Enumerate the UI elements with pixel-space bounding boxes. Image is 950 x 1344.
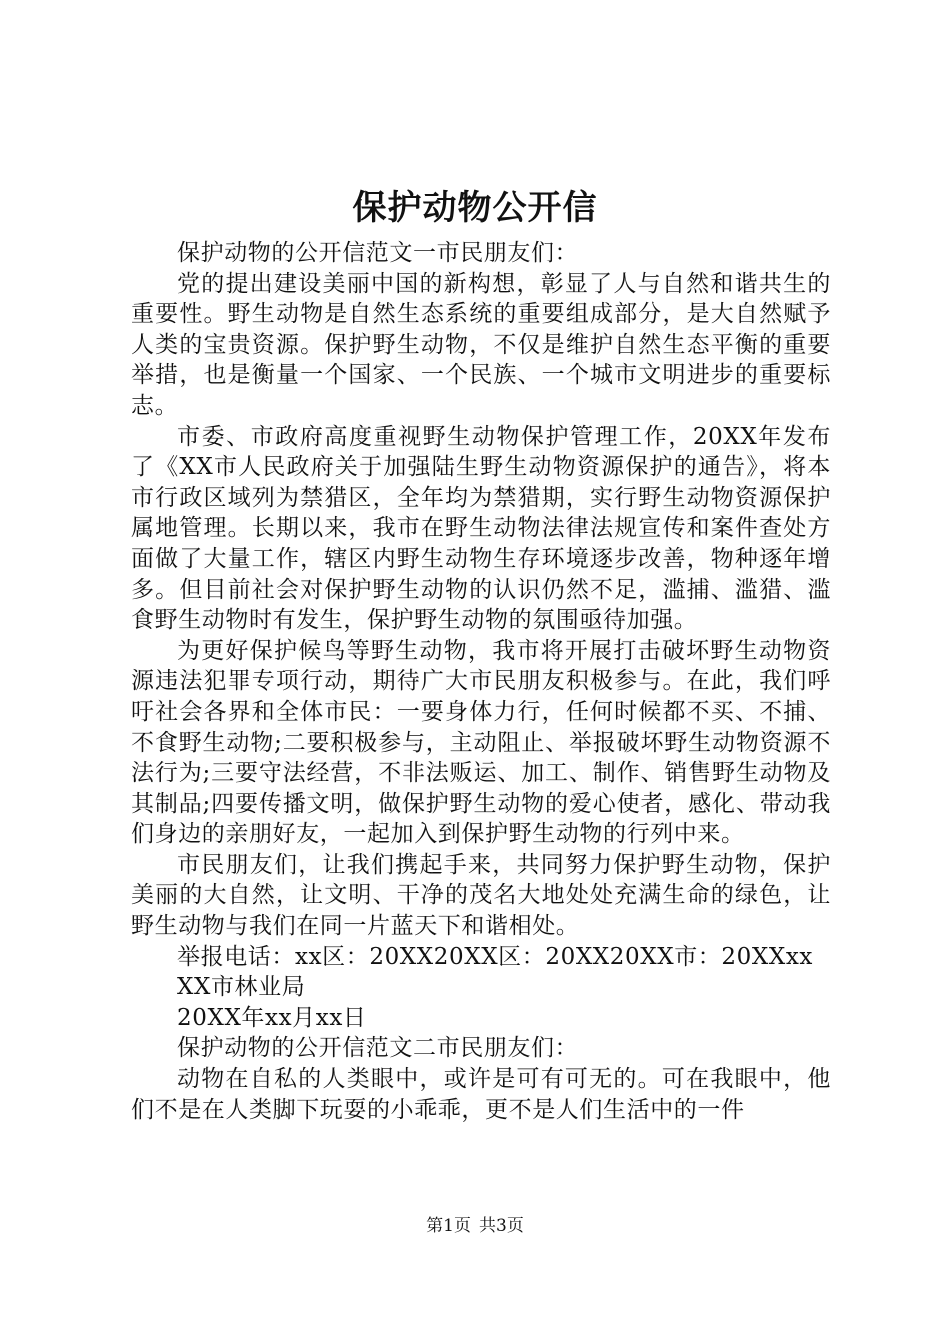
document-body	[131, 238, 831, 1125]
page-total: 共3页	[479, 1216, 524, 1236]
body-paragraph: 动物在自私的人类眼中，或许是可有可无的。可在我眼中，他们不是在人类脚下玩耍的小乖乖，更不是人们生活中的一件	[131, 1066, 831, 1123]
page-number: 第1页	[426, 1216, 471, 1236]
page-footer	[0, 1214, 950, 1238]
salutation-paragraph: 保护动物的公开信范文一市民朋友们：	[177, 240, 579, 266]
body-paragraph: 党的提出建设美丽中国的新构想，彰显了人与自然和谐共生的重要性。野生动物是自然生态系统的重要组成部分，是大自然赋予人类的宝贵资源。保护野生动物，不仅是维护自然生态平衡的重要举措，也是衡量一个国家、一个民族、一个城市文明进步的重要标志。	[131, 270, 831, 419]
signature-org: XX市林业局	[177, 974, 306, 1001]
body-paragraph: 为更好保护候鸟等野生动物，我市将开展打击破坏野生动物资源违法犯罪专项行动，期待广大市民朋友积极参与。在此，我们呼吁社会各界和全体市民：一要身体力行，任何时候都不买、不捕、不食野生动物;二要积极参与，主动阻止、举报破坏野生动物资源不法行为;三要守法经营，不非法贩运、加工、制作、销售野生动物及其制品;四要传播文明，做保护野生动物的爱心使者，感化、带动我们身边的亲朋好友，一起加入到保护野生动物的行列中来。	[131, 637, 831, 848]
body-paragraph: 市民朋友们，让我们携起手来，共同努力保护野生动物，保护美丽的大自然，让文明、干净的茂名大地处处充满生命的绿色，让野生动物与我们在同一片蓝天下和谐相处。	[131, 851, 831, 940]
hotline-line: 举报电话：xx区：20XX20XX区：20XX20XX市：20XXxx	[177, 943, 813, 970]
page-title: 保护动物公开信	[352, 188, 598, 228]
body-paragraph: 市委、市政府高度重视野生动物保护管理工作，20XX年发布了《XX市人民政府关于加强陆生野生动物资源保护的通告》，将本市行政区域列为禁猎区，全年均为禁猎期，实行野生动物资源保护属地管理。长期以来，我市在野生动物法律法规宣传和案件查处方面做了大量工作，辖区内野生动物生存环境逐步改善，物种逐年增多。但目前社会对保护野生动物的认识仍然不足，滥捕、滥猎、滥食野生动物时有发生，保护野生动物的氛围亟待加强。	[131, 423, 831, 634]
signature-date: 20XX年xx月xx日	[177, 1004, 367, 1031]
salutation-paragraph: 保护动物的公开信范文二市民朋友们：	[177, 1035, 579, 1062]
